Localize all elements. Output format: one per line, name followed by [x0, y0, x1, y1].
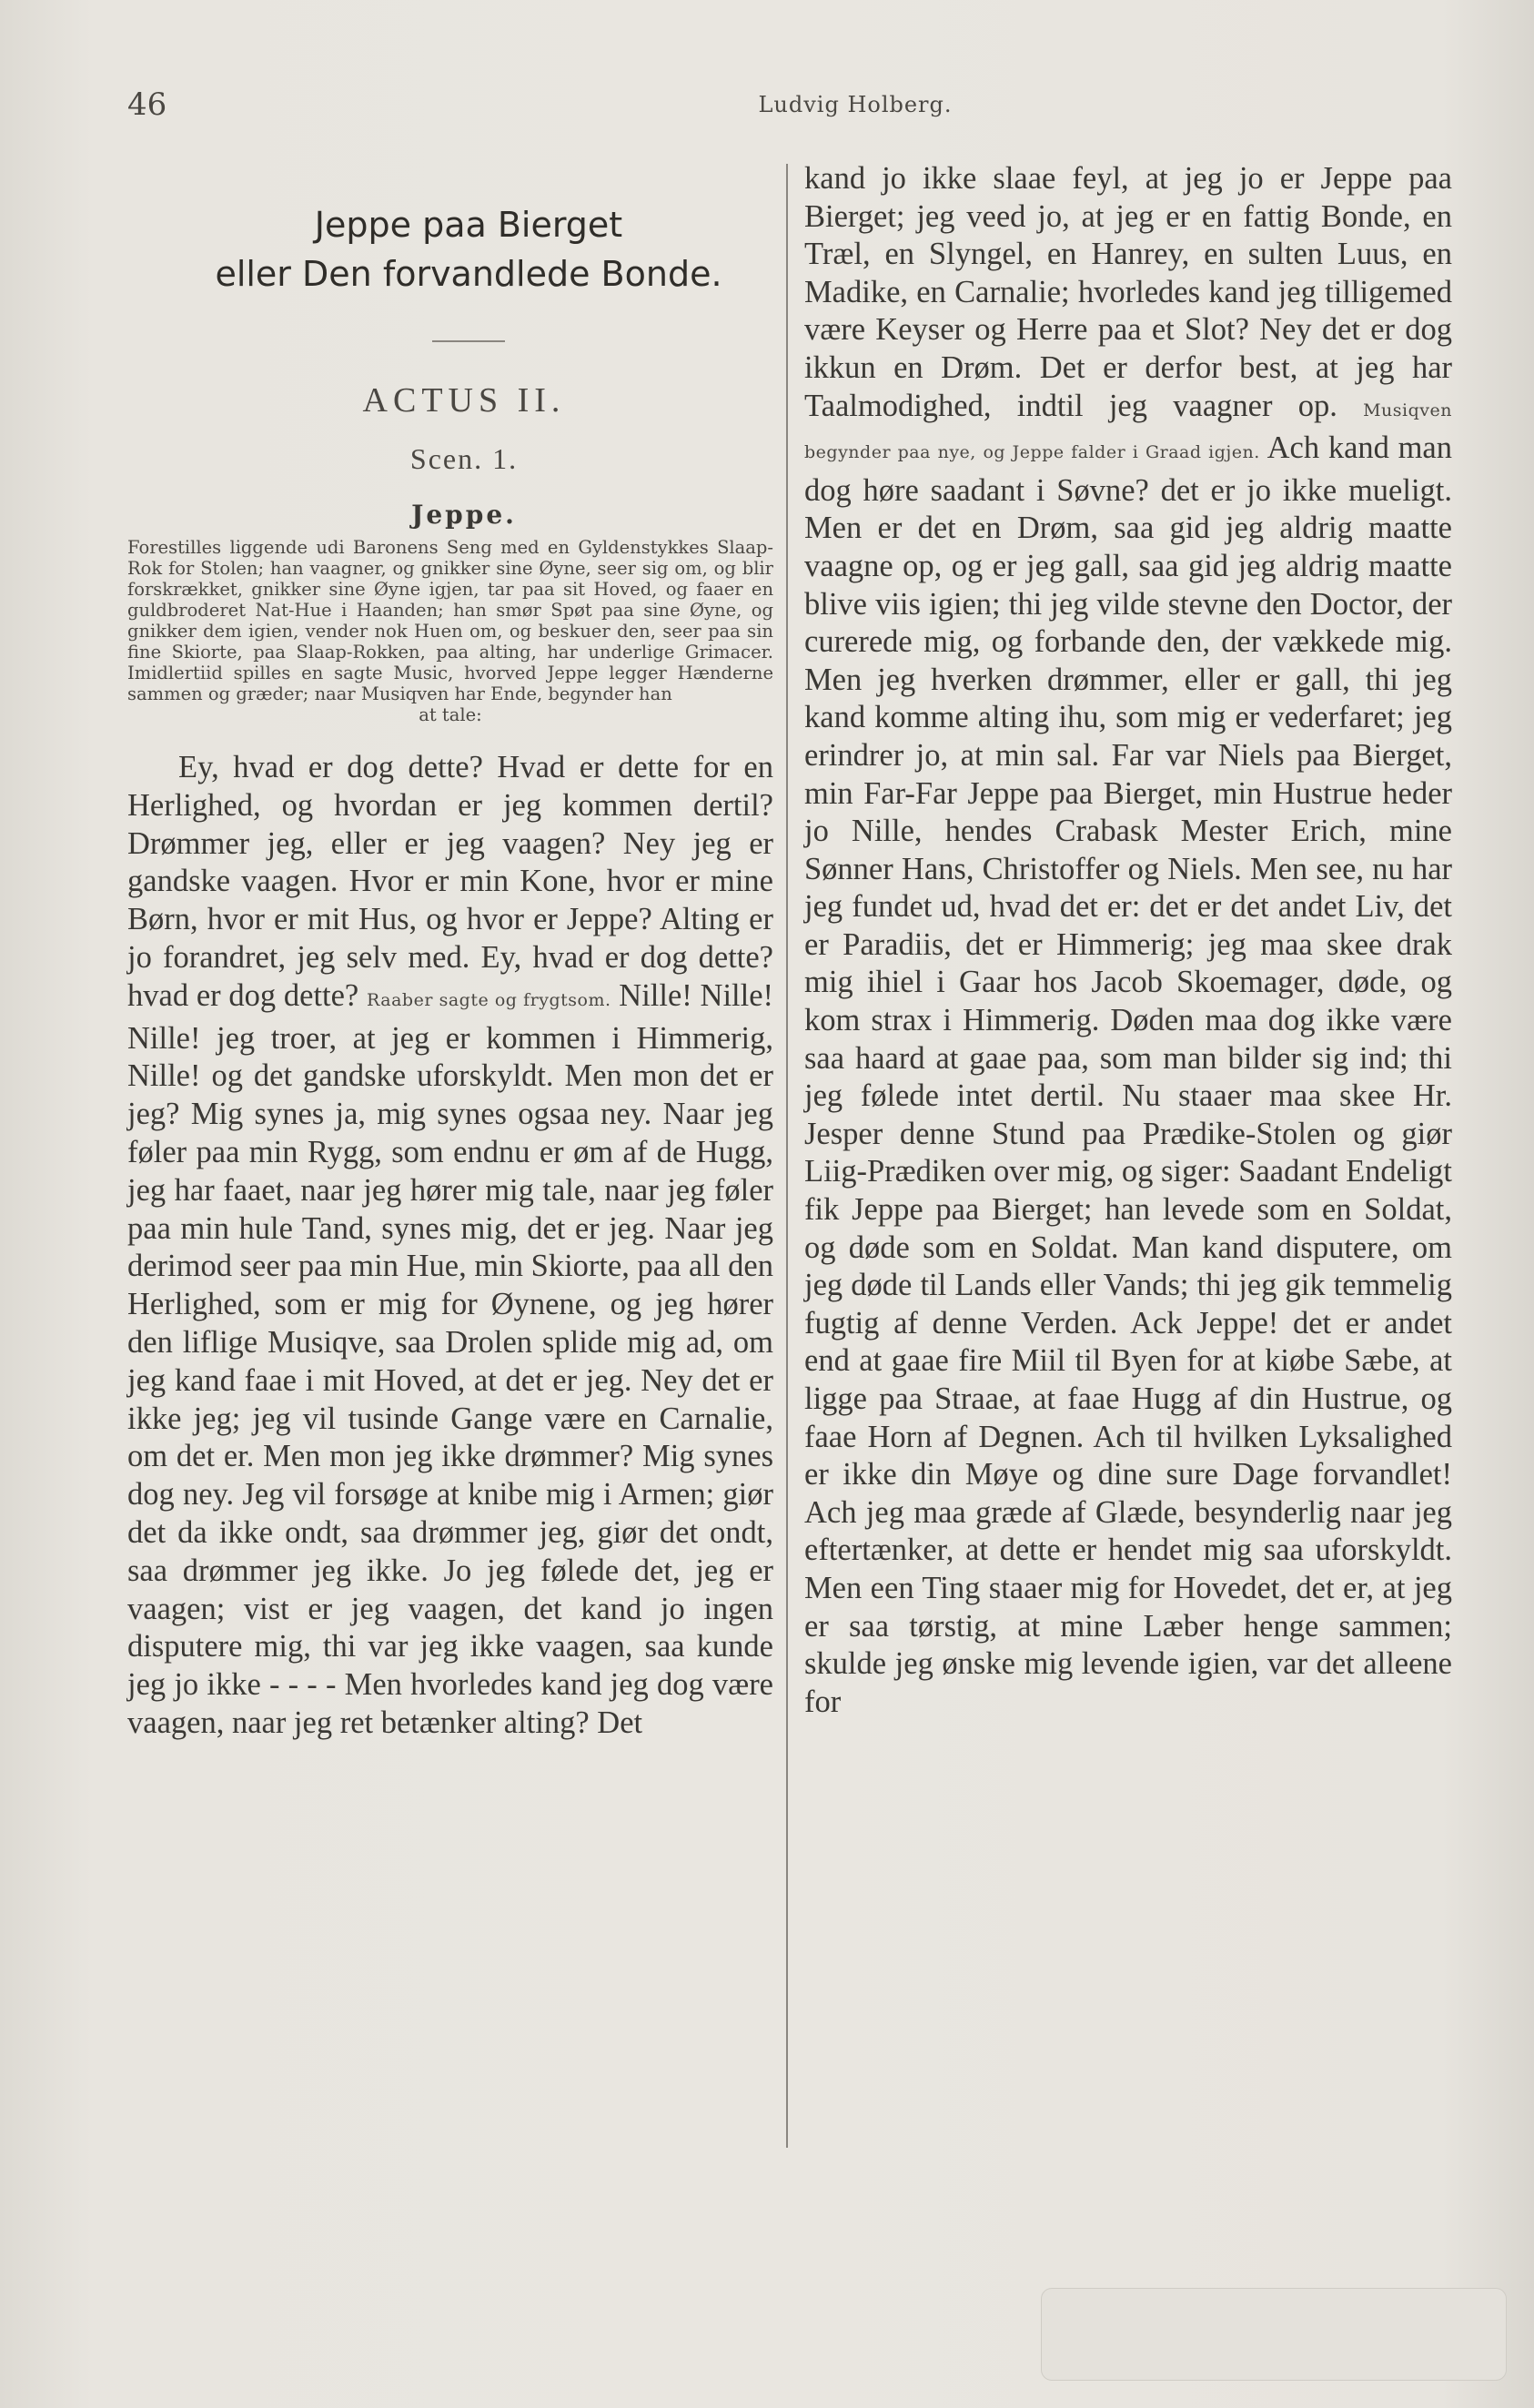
dialogue-left-part-1: Ey, hvad er dog dette? Hvad er dette for en Herlighed, og hvordan er jeg kommen dertil? Drømmer jeg, eller er jeg vaagen? Ney jeg er gandske vaagen. Hvor er min Kone, hvor er mine Børn, hvor er mit Hus, og hvor er Jeppe? Alting er jo forandret, jeg selv med. Ey, hvad er dog dette? hvad er dog dette?: [127, 750, 773, 1013]
scene-heading: Scen. 1.: [409, 442, 519, 475]
left-column: [127, 200, 773, 1743]
act-heading: ACTUS II.: [362, 381, 566, 420]
page-header: [127, 86, 1407, 132]
speaker-name: Jeppe.: [411, 500, 517, 530]
dialogue-right-part-2: Ach kand man dog høre saadant i Søvne? det er jo ikke mueligt. Men er det en Drøm, saa gid jeg aldrig maatte vaagne op, og er jeg gall, saa gid jeg aldrig maatte blive viis igien; thi jeg vilde stevne den Doctor, der curerede mig, og forbande den, der vækkede mig. Men jeg hverken drømmer, eller er gall, thi jeg kand komme alting ihu, som mig er vederfaret; jeg erindrer jo, at min sal. Far var Niels paa Bierget, min Far-Far Jeppe paa Bierget, min Hustrue heder jo Nille, hendes Crabask Mester Erich, mine Sønner Hans, Christoffer og Niels. Men see, nu har jeg fundet ud, hvad det er: det er det andet Liv, det er Paradiis, det er Himmerig; jeg maa skee drak mig ihiel i Gaar hos Jacob Skoemager, døde, og kom strax i Himmerig. Døden maa dog ikke være saa haard at gaae paa, som man bilder sig ind; thi jeg følede intet dertil. Nu staaer maa skee Hr. Jesper denne Stund paa Prædike-Stolen og giør Liig-Prædiken over mig, og siger: Saadant Endeligt fik Jeppe paa Bierget; han levede som en Soldat, og døde som en Soldat. Man kand disputere, om jeg døde til Lands eller Vands; thi jeg gik temmelig fugtig af denne Verden. Ack Jeppe! det er andet end at gaae fire Miil til Byen for at kiøbe Sæbe, at ligge paa Straae, at faae Hugg af din Hustrue, og faae Horn af Degnen. Ach til hvilken Lyksalighed er ikke din Møye og dine sure Dage forvandlet! Ach jeg maa græde af Glæde, besynderlig naar jeg eftertænker, at dette er hendet mig saa uforskyldt. Men een Ting staaer mig for Hovedet, det er, at jeg er saa tørstig, at mine Læber henge sammen; skulde jeg ønske mig levende igien, var det alleene for: [804, 430, 1452, 1719]
page-corner-tab: [1041, 2288, 1507, 2381]
play-title: [164, 200, 773, 298]
stage-direction: [127, 537, 773, 725]
column-divider: [786, 164, 788, 2148]
play-title-line-2: eller Den forvandlede Bonde.: [215, 254, 722, 294]
inline-stage-direction-left: Raaber sagte og frygtsom.: [367, 989, 611, 1010]
stage-direction-body: Forestilles liggende udi Baronens Seng med en Gyldenstykkes Slaap-Rok for Stolen; han vaagner, og gnikker sine Øyne, seer sig om, og blir forskrækket, gnikker sine Øyne igjen, tar paa sit Hoved, og faaer en guldbroderet Nat-Hue i Haanden; han smør Spøt paa sine Øyne, og gnikker dem igien, vender nok Huen om, og beskuer den, seer paa sin fine Skiorte, paa Slaap-Rokken, paa alting, har underlige Grimacer. Imidlertiid spilles en sagte Music, hvorved Jeppe legger Hænderne sammen og græder; naar Musiqven har Ende, begynder han: [127, 537, 773, 704]
title-divider: [432, 340, 505, 342]
page-number: 46: [127, 86, 167, 123]
right-column: [804, 160, 1452, 1721]
inline-stage-direction-right: Musiqven begynder paa nye, og Jeppe falder i Graad igjen.: [804, 400, 1452, 463]
dialogue-left: [127, 749, 773, 1743]
dialogue-right-part-1: kand jo ikke slaae feyl, at jeg jo er Jeppe paa Bierget; jeg veed jo, at jeg er en fattig Bonde, en Træl, en Slyngel, en Hanrey, en sulten Luus, en Madike, en Carnalie; hvorledes kand jeg tilligemed være Keyser og Herre paa et Slot? Ney det er dog ikkun en Drøm. Det er derfor best, at jeg har Taalmodighed, indtil jeg vaagner op.: [804, 161, 1452, 423]
stage-direction-end: at tale:: [419, 704, 482, 725]
dialogue-left-part-2: Nille! Nille! Nille! jeg troer, at jeg er kommen i Himmerig, Nille! og det gandske uforskyldt. Men mon det er jeg? Mig synes ja, mig synes ogsaa ney. Naar jeg føler paa min Rygg, som endnu er øm af de Hugg, jeg har faaet, naar jeg hører mig tale, naar jeg føler paa min hule Tand, synes mig, det er jeg. Naar jeg derimod seer paa min Hue, min Skiorte, paa all den Herlighed, som er mig for Øynene, og jeg hører den liflige Musiqve, saa Drolen splide mig ad, om jeg kand faae i mit Hoved, at det er jeg. Ney det er ikke jeg; jeg vil tusinde Gange være en Carnalie, om det er. Men mon jeg ikke drømmer? Mig synes dog ney. Jeg vil forsøge at knibe mig i Armen; giør det da ikke ondt, saa drømmer jeg, giør det ondt, saa drømmer jeg ikke. Jo jeg følede det, jeg er vaagen; vist er jeg vaagen, det kand jo ingen disputere mig, thi var jeg ikke vaagen, saa kunde jeg jo ikke - - - - Men hvorledes kand jeg dog være vaagen, naar jeg ret betænker alting? Det: [127, 977, 773, 1740]
running-head: Ludvig Holberg.: [758, 92, 953, 117]
dialogue-right: [804, 160, 1452, 1721]
play-title-line-1: Jeppe paa Bierget: [314, 205, 623, 245]
